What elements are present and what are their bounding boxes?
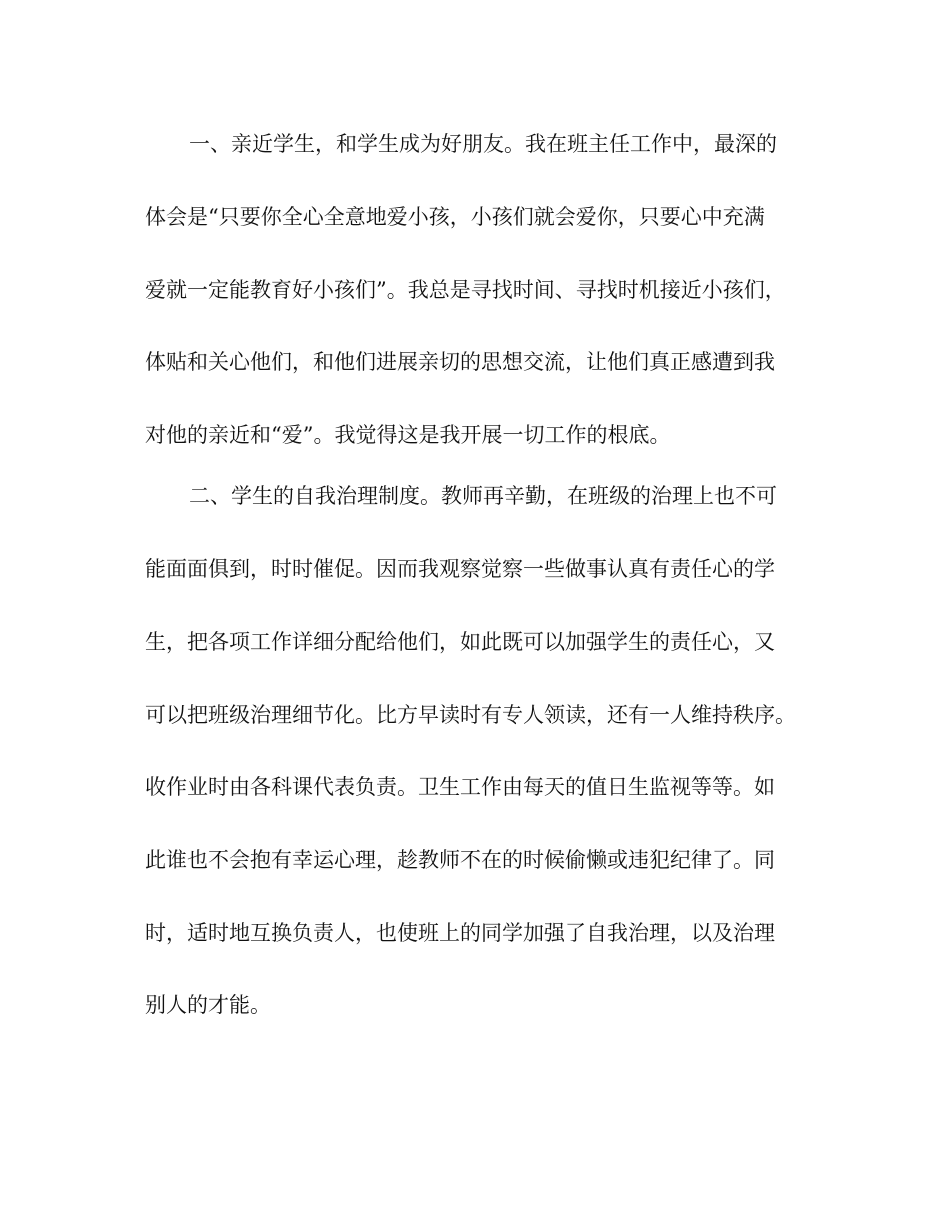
- paragraph-line: 可以把班级治理细节化。比方早读时有专人领读，还有一人维持秩序。: [145, 703, 796, 727]
- paragraph-line: 爱就一定能教育好小孩们”。我总是寻找时间、寻找时机接近小孩们，: [145, 278, 786, 302]
- paragraph-line: 生，把各项工作详细分配给他们，如此既可以加强学生的责任心，又: [145, 630, 775, 654]
- paragraph-line: 对他的亲近和“爱”。我觉得这是我开展一切工作的根底。: [145, 423, 671, 447]
- paragraph-line: 时，适时地互换负责人，也使班上的同学加强了自我治理，以及治理: [145, 921, 775, 945]
- paragraph-line: 二、学生的自我治理制度。教师再辛勤，在班级的治理上也不可: [189, 484, 777, 508]
- paragraph-line: 别人的才能。: [145, 993, 271, 1017]
- paragraph-line: 能面面俱到，时时催促。因而我观察觉察一些做事认真有责任心的学: [145, 557, 775, 581]
- paragraph-line: 体会是“只要你全心全意地爱小孩，小孩们就会爱你，只要心中充满: [145, 205, 765, 229]
- paragraph-line: 体贴和关心他们，和他们进展亲切的思想交流，让他们真正感遭到我: [145, 350, 775, 374]
- paragraph-line: 此谁也不会抱有幸运心理，趁教师不在的时候偷懒或违犯纪律了。同: [145, 848, 775, 872]
- paragraph-line: 一、亲近学生，和学生成为好朋友。我在班主任工作中，最深的: [189, 132, 777, 156]
- paragraph-line: 收作业时由各科课代表负责。卫生工作由每天的值日生监视等等。如: [145, 775, 775, 799]
